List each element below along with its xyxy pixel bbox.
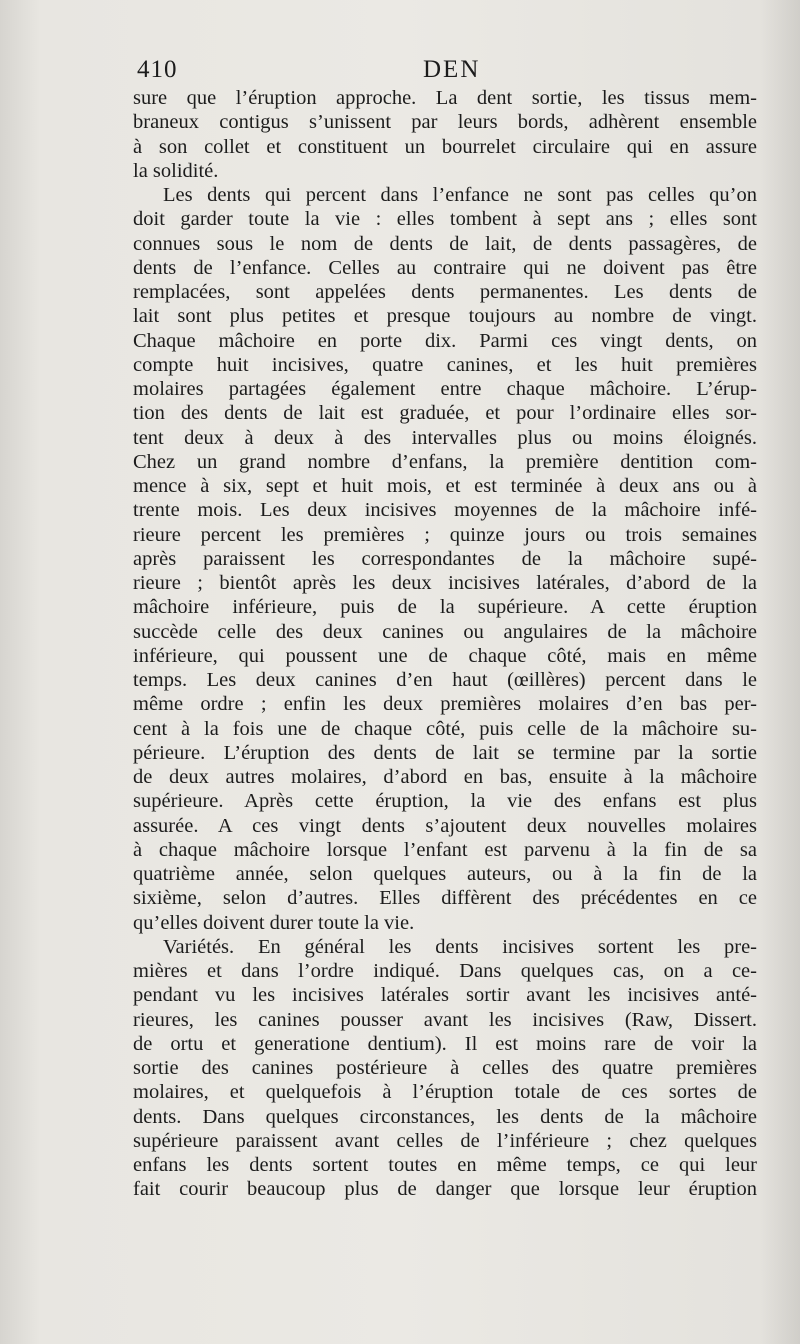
text-line: rieures, les canines pousser avant les incisives (Raw, Dissert. <box>133 1008 757 1031</box>
text-line: lait sont plus petites et presque toujours au nombre de vingt. <box>133 305 757 328</box>
text-line: dents. Dans quelques circonstances, les dents de la mâchoire <box>133 1105 757 1128</box>
text-line: quatrième année, selon quelques auteurs, ou à la fin de la <box>133 863 757 885</box>
text-line: molaires partagées également entre chaque mâchoire. L’érup- <box>133 378 757 400</box>
text-line: supérieure. Après cette éruption, la vie des enfans est plus <box>133 790 757 813</box>
text-line: dents de l’enfance. Celles au contraire qui ne doivent pas être <box>133 256 757 279</box>
text-line: succède celle des deux canines ou angulaires de la mâchoire <box>133 620 757 643</box>
text-line: temps. Les deux canines d’en haut (œillères) percent dans le <box>133 669 757 691</box>
text-line: qu’elles doivent durer toute la vie. <box>133 911 415 934</box>
text-line: trente mois. Les deux incisives moyennes de la mâchoire infé- <box>133 499 757 522</box>
text-line: de ortu et generatione dentium). Il est moins rare de voir la <box>133 1032 757 1055</box>
text-line: Chaque mâchoire en porte dix. Parmi ces vingt dents, on <box>133 329 757 352</box>
text-line: Chez un grand nombre d’enfans, la première dentition com- <box>133 450 757 473</box>
text-line: braneux contigus s’unissent par leurs bords, adhèrent ensemble <box>133 111 757 134</box>
text-line: compte huit incisives, quatre canines, et les huit premières <box>133 353 757 376</box>
running-head: DEN <box>423 56 481 83</box>
text-line: inférieure, qui poussent une de chaque côté, mais en même <box>133 644 757 667</box>
text-line: à son collet et constituent un bourrelet circulaire qui en assure <box>133 135 757 158</box>
text-line: sortie des canines postérieure à celles des quatre premières <box>133 1057 757 1079</box>
body-text <box>133 86 757 1202</box>
text-line: rieure percent les premières ; quinze jours ou trois semaines <box>133 523 757 546</box>
text-line: mâchoire inférieure, puis de la supérieure. A cette éruption <box>133 596 757 619</box>
text-line: même ordre ; enfin les deux premières molaires d’en bas per- <box>133 693 757 716</box>
text-line: molaires, et quelquefois à l’éruption totale de ces sortes de <box>133 1081 757 1104</box>
text-line: pendant vu les incisives latérales sortir avant les incisives anté- <box>133 984 757 1007</box>
text-line: Les dents qui percent dans l’enfance ne sont pas celles qu’on <box>163 184 757 206</box>
text-line: remplacées, sont appelées dents permanentes. Les dents de <box>133 281 757 303</box>
text-line: après paraissent les correspondantes de la mâchoire supé- <box>133 547 757 570</box>
text-line: supérieure paraissent avant celles de l’inférieure ; chez quelques <box>133 1129 757 1152</box>
text-line: périeure. L’éruption des dents de lait se termine par la sortie <box>133 741 757 764</box>
text-line: la solidité. <box>133 159 219 182</box>
text-line: sure que l’éruption approche. La dent sortie, les tissus mem- <box>133 87 757 109</box>
page-header <box>133 56 757 86</box>
text-line: fait courir beaucoup plus de danger que lorsque leur éruption <box>133 1178 757 1201</box>
text-line: enfans les dents sortent toutes en même temps, ce qui leur <box>133 1154 757 1176</box>
text-line: doit garder toute la vie : elles tombent à sept ans ; elles sont <box>133 208 757 231</box>
text-line: mence à six, sept et huit mois, et est terminée à deux ans ou à <box>133 475 757 497</box>
text-line: Variétés. En général les dents incisives sortent les pre- <box>163 935 757 958</box>
text-line: sixième, selon d’autres. Elles diffèrent des précédentes en ce <box>133 887 757 910</box>
text-line: cent à la fois une de chaque côté, puis celle de la mâchoire su- <box>133 717 757 740</box>
text-line: de deux autres molaires, d’abord en bas, ensuite à la mâchoire <box>133 766 757 788</box>
text-line: tent deux à deux à des intervalles plus ou moins éloignés. <box>133 426 757 449</box>
page-number: 410 <box>137 56 178 83</box>
text-line: à chaque mâchoire lorsque l’enfant est parvenu à la fin de sa <box>133 838 757 861</box>
text-line: tion des dents de lait est graduée, et pour l’ordinaire elles sor- <box>133 402 757 425</box>
text-line: connues sous le nom de dents de lait, de dents passagères, de <box>133 232 757 255</box>
text-line: assurée. A ces vingt dents s’ajoutent deux nouvelles molaires <box>133 814 757 837</box>
text-line: mières et dans l’ordre indiqué. Dans quelques cas, on a ce- <box>133 960 757 982</box>
text-line: rieure ; bientôt après les deux incisives latérales, d’abord de la <box>133 572 757 594</box>
